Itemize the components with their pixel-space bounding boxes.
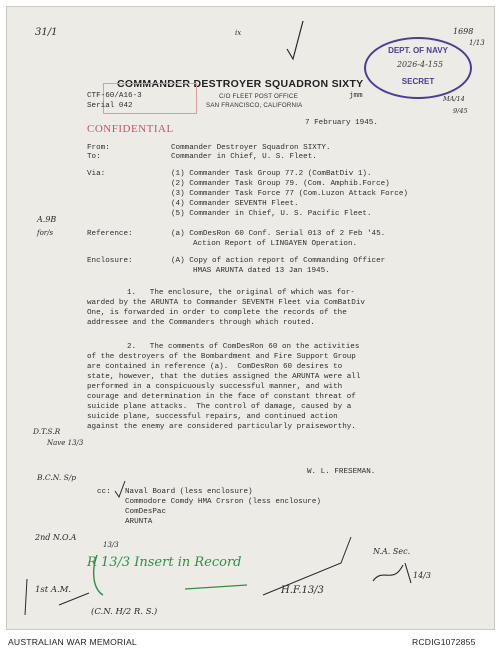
handwritten-bcn: B.C.N. S/p bbox=[37, 473, 77, 482]
serial-number: Serial 042 bbox=[87, 102, 133, 110]
via-item-4: (4) Commander SEVENTH Fleet. bbox=[171, 200, 299, 208]
to-label: To: bbox=[87, 153, 101, 161]
confidential-stamp: CONFIDENTIAL bbox=[87, 123, 174, 135]
para2-line-5: performed in a conspicuously successful manner, and with bbox=[87, 383, 343, 391]
para1-line-1: 1. The enclosure, the original of which was for- bbox=[127, 289, 355, 297]
letterhead-line1: C/O FLEET POST OFFICE bbox=[219, 93, 298, 100]
para1-line-4: addressee and the Commanders through which routed. bbox=[87, 319, 315, 327]
footer-record-id: RCDIG1072855 bbox=[412, 637, 476, 647]
green-handwritten-note: R 13/3 Insert in Record bbox=[87, 555, 242, 570]
handwritten-dtsr: D.T.S.R bbox=[33, 427, 61, 436]
handwritten-tick-mark bbox=[283, 19, 307, 61]
para2-line-3: are contained in reference (a). ComDesRon 60 desires to bbox=[87, 363, 343, 371]
handwritten-bottom-note-2: (C.N. H/2 R. S.) bbox=[91, 607, 158, 617]
cc-item-4: ARUNTA bbox=[125, 518, 153, 526]
file-code: CTF-60/A16-3 bbox=[87, 92, 142, 100]
via-item-3: (3) Commander Task Force 77 (Com.Luzon Attack Force) bbox=[171, 190, 408, 198]
green-ink-strokes bbox=[85, 549, 255, 599]
para2-line-7: suicide plane attacks. The control of damage, caused by a bbox=[87, 403, 352, 411]
handwritten-top-right: 1698 bbox=[453, 27, 474, 36]
para1-line-3: One, is forwarded in order to complete the records of the bbox=[87, 309, 347, 317]
via-item-1: (1) Commander Task Group 77.2 (ComBatDiv 1). bbox=[171, 170, 372, 178]
handwritten-hf-note: H.F.13/3 bbox=[281, 585, 324, 596]
handwritten-2nd-noa-2: 13/3 bbox=[103, 541, 119, 549]
to-value: Commander in Chief, U. S. Fleet. bbox=[171, 153, 317, 161]
via-label: Via: bbox=[87, 170, 106, 178]
handwritten-cc-tick bbox=[113, 479, 127, 499]
handwritten-left-note-1: A.9B bbox=[37, 215, 57, 224]
handwritten-bottom-note-1: 1st A.M. bbox=[35, 585, 72, 595]
stamp-line2: SECRET bbox=[401, 77, 435, 86]
para2-line-4: state, however, that the duties assigned the ARUNTA were all bbox=[87, 373, 361, 381]
signature-block: W. L. FRESEMAN. bbox=[307, 468, 376, 476]
stamp-number: 2026-4-155 bbox=[396, 60, 444, 69]
cc-item-3: ComDesPac bbox=[125, 508, 167, 516]
para2-line-8: suicide plane, successful repairs, and continued action bbox=[87, 413, 338, 421]
handwritten-left-note-2: for/s bbox=[37, 229, 54, 237]
para2-line-6: courage and determination in the face of constant threat of bbox=[87, 393, 356, 401]
para2-line-2: of the destroyers of the Bombardment and Fire Support Group bbox=[87, 353, 356, 361]
handwritten-top-left: 31/1 bbox=[35, 27, 58, 38]
reference-line-1: (a) ComDesRon 60 Conf. Serial 013 of 2 Feb '45. bbox=[171, 230, 386, 238]
reference-line-2: Action Report of LINGAYEN Operation. bbox=[193, 240, 358, 248]
handwritten-margin-note: MA/14 bbox=[443, 95, 465, 103]
enclosure-label: Enclosure: bbox=[87, 257, 133, 265]
cc-item-2: Commodore Comdy HMA Crsron (less enclosure) bbox=[125, 498, 321, 506]
stamp-line1: DEPT. OF NAVY bbox=[388, 46, 448, 55]
handwritten-na-note-2: 14/3 bbox=[413, 571, 431, 580]
via-item-5: (5) Commander in Chief, U. S. Pacific Fleet. bbox=[171, 210, 372, 218]
reference-label: Reference: bbox=[87, 230, 133, 238]
handwritten-2nd-noa: 2nd N.O.A bbox=[35, 533, 77, 542]
via-item-2: (2) Commander Task Group 79. (Com. Amphib.Force) bbox=[171, 180, 390, 188]
handwritten-dtsr-2: Nave 13/3 bbox=[47, 439, 84, 447]
footer-archive-name: AUSTRALIAN WAR MEMORIAL bbox=[8, 637, 137, 647]
cc-item-1: Naval Board (less enclosure) bbox=[125, 488, 253, 496]
handwritten-margin-note-2: 9/45 bbox=[453, 107, 468, 115]
document-sheet bbox=[6, 6, 495, 630]
enclosure-line-1: (A) Copy of action report of Commanding Officer bbox=[171, 257, 386, 265]
handwritten-top-right-2: 1/13 bbox=[469, 39, 485, 47]
handwritten-ix-mark: ix bbox=[235, 29, 242, 37]
typist-initials: jmm bbox=[349, 92, 363, 100]
para1-line-2: warded by the ARUNTA to Commander SEVENTH Fleet via ComBatDiv bbox=[87, 299, 365, 307]
enclosure-line-2: HMAS ARUNTA dated 13 Jan 1945. bbox=[193, 267, 330, 275]
handwritten-na-scribble bbox=[369, 559, 419, 589]
letterhead-line2: SAN FRANCISCO, CALIFORNIA bbox=[206, 102, 303, 109]
dept-of-navy-stamp bbox=[364, 37, 472, 99]
letterhead-title: COMMANDER DESTROYER SQUADRON SIXTY bbox=[117, 78, 364, 90]
cc-label: cc: bbox=[97, 488, 111, 496]
from-value: Commander Destroyer Squadron SIXTY. bbox=[171, 144, 331, 152]
para2-line-1: 2. The comments of ComDesRon 60 on the activities bbox=[127, 343, 360, 351]
handwritten-na-note: N.A. Sec. bbox=[373, 547, 411, 556]
from-label: From: bbox=[87, 144, 110, 152]
letter-date: 7 February 1945. bbox=[305, 119, 378, 127]
para2-line-9: against the enemy are considered particularly praiseworthy. bbox=[87, 423, 356, 431]
